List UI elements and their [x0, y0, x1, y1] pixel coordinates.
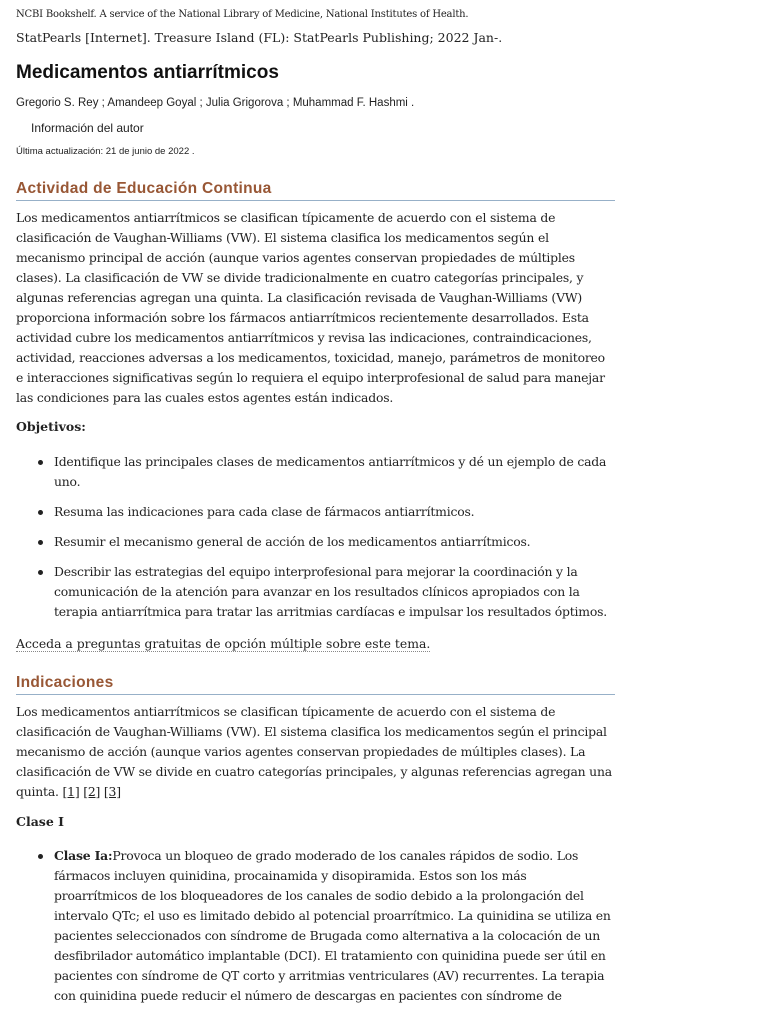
- author-separator: ;: [196, 97, 206, 109]
- class-i-list: [16, 846, 613, 1016]
- author-link[interactable]: Muhammad F. Hashmi: [292, 97, 408, 109]
- reference-link[interactable]: [1]: [62, 784, 80, 799]
- class-ia-label: Clase Ia:: [54, 848, 113, 863]
- author-link[interactable]: Julia Grigorova: [205, 97, 284, 109]
- page-title: Medicamentos antiarrítmicos: [16, 62, 279, 83]
- continuing-education-paragraph: Los medicamentos antiarrítmicos se clasifican típicamente de acuerdo con el sistema de clasificación de Vaughan-Williams (VW). El sistema clasifica los medicamentos según el mecanismo principal de acción (aunque varios agentes conservan propiedades de múltiples clases). La clasificación de VW se divide tradicionalmente en cuatro categorías principales, y algunas referencias agregan una quinta. La clasificación revisada de Vaughan-Williams (VW) proporciona información sobre los fármacos antiarrítmicos recientemente desarrollados. Esta actividad cubre los medicamentos antiarrítmicos y revisa las indicaciones, contraindicaciones, actividad, reacciones adversas a los medicamentos, toxicidad, manejo, parámetros de monitoreo e interacciones significativas según lo requiera el equipo interprofesional de salud para manejar las condiciones para las cuales estos agentes están indicados.: [16, 210, 605, 405]
- author-info-link[interactable]: Información del autor: [31, 121, 144, 135]
- ncbi-bookshelf-notice: NCBI Bookshelf. A service of the National Library of Medicine, National Institutes of Health.: [16, 9, 469, 20]
- indications-paragraph: [16, 702, 613, 802]
- publication-info: StatPearls [Internet]. Treasure Island (FL): StatPearls Publishing; 2022 Jan-.: [16, 30, 503, 45]
- reference-link[interactable]: [2]: [83, 784, 101, 799]
- reference-link[interactable]: [3]: [103, 784, 121, 799]
- last-update: Última actualización: 21 de junio de 2022 .: [16, 146, 195, 157]
- author-link[interactable]: Gregorio S. Rey: [16, 97, 99, 109]
- class-i-label: Clase I: [16, 814, 64, 829]
- quiz-link[interactable]: Acceda a preguntas gratuitas de opción múltiple sobre este tema.: [16, 636, 431, 651]
- objectives-label: Objetivos:: [16, 419, 86, 434]
- list-item: Resuma las indicaciones para cada clase de fármacos antiarrítmicos.: [16, 502, 613, 522]
- author-separator: ;: [283, 97, 293, 109]
- class-ia-text: Provoca un bloqueo de grado moderado de los canales rápidos de sodio. Los fármacos incluyen quinidina, procainamida y disopiramida. Estos son los más proarrítmicos de los bloqueadores de los canales de sodio debido a la prolongación del intervalo QTc; el uso es limitado debido al potencial proarrítmico. La quinidina se utiliza en pacientes seleccionados con síndrome de Brugada como alternativa a la colocación de un desfibrilador automático implantable (DCI). El tratamiento con quinidina puede ser útil en pacientes con síndrome de QT corto y arritmias ventriculares (AV) recurrentes. La terapia con quinidina puede reducir el número de descargas en pacientes con síndrome de: [54, 848, 611, 1003]
- indications-text: Los medicamentos antiarrítmicos se clasifican típicamente de acuerdo con el sistema de clasificación de Vaughan-Williams (VW). El sistema clasifica los medicamentos según el principal mecanismo de acción (aunque varios agentes conservan propiedades de múltiples clases). La clasificación de VW se divide en cuatro categorías principales, y algunas referencias agregan una quinta.: [16, 704, 612, 799]
- list-item: Describir las estrategias del equipo interprofesional para mejorar la coordinación y la comunicación de la atención para avanzar en los resultados clínicos apropiados con la terapia antiarrítmica para tratar las arritmias cardíacas e impulsar los resultados óptimos.: [16, 562, 613, 622]
- section-heading-continuing-education: Actividad de Educación Continua: [16, 180, 615, 201]
- author-list-end: .: [407, 97, 415, 109]
- list-item: Identifique las principales clases de medicamentos antiarrítmicos y dé un ejemplo de cada uno.: [16, 452, 613, 492]
- list-item: Resumir el mecanismo general de acción de los medicamentos antiarrítmicos.: [16, 532, 613, 552]
- list-item: [16, 846, 613, 1006]
- author-list: [16, 97, 414, 109]
- section-heading-indications: Indicaciones: [16, 674, 615, 695]
- objectives-list: [16, 452, 613, 632]
- author-link[interactable]: Amandeep Goyal: [107, 97, 197, 109]
- author-separator: ;: [98, 97, 108, 109]
